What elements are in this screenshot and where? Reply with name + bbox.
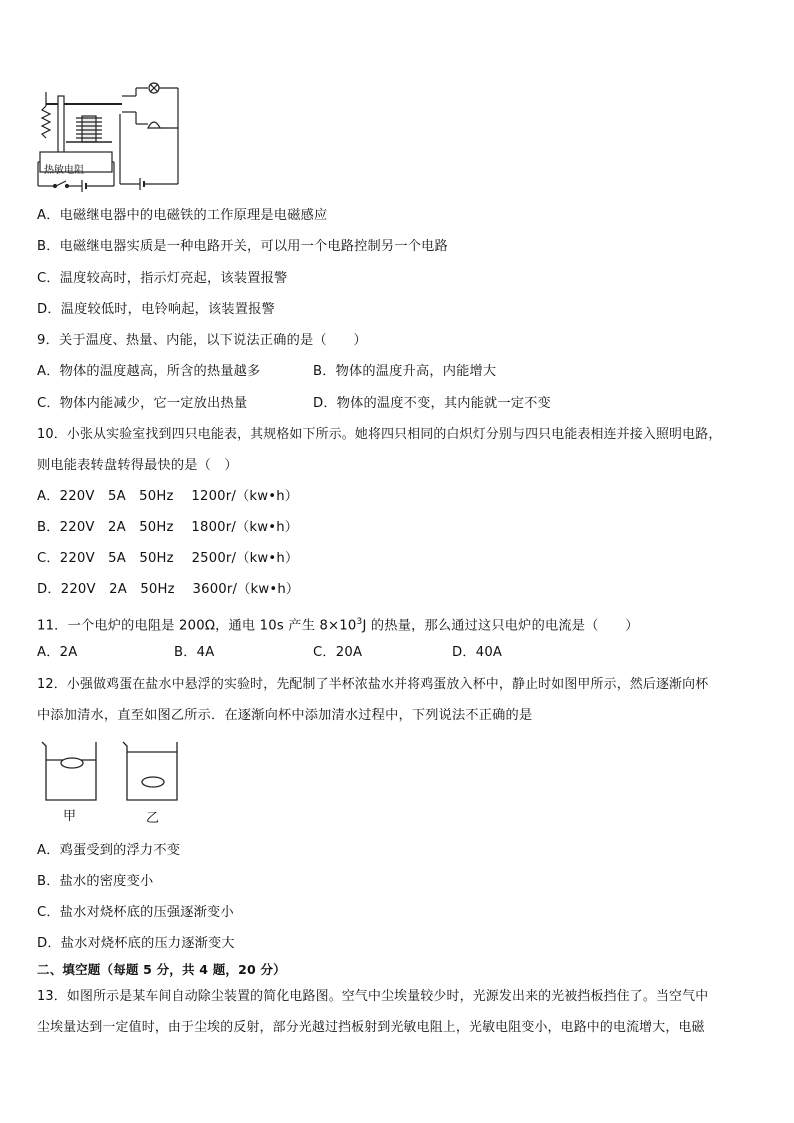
- q11-option-b: B．4A: [174, 645, 215, 660]
- q12-option-c: C．盐水对烧杯底的压强逐渐变小: [37, 905, 234, 920]
- q10-option-b: B．220V 2A 50Hz 1800r/（kw•h）: [37, 520, 299, 535]
- q9-option-c: C．物体内能减少，它一定放出热量: [37, 396, 248, 411]
- q11-stem: [37, 613, 639, 635]
- q10-stem-line2: 则电能表转盘转得最快的是（ ）: [37, 458, 238, 473]
- q10-option-a: A．220V 5A 50Hz 1200r/（kw•h）: [37, 489, 299, 504]
- figure-label-jia: 甲: [63, 809, 77, 824]
- q11-option-a: A．2A: [37, 645, 78, 660]
- q10-stem-line1: 10．小张从实验室找到四只电能表，其规格如下所示。她将四只相同的白炽灯分别与四只电能表相连并接入照明电路，: [37, 427, 722, 442]
- q9-stem: 9．关于温度、热量、内能，以下说法正确的是（ ）: [37, 333, 367, 348]
- q13-line2: 尘埃量达到一定值时，由于尘埃的反射，部分光越过挡板射到光敏电阻上，光敏电阻变小，电路中的电流增大，电磁: [37, 1020, 705, 1035]
- beaker-yi-figure: [121, 740, 181, 804]
- figure-label-yi: 乙: [146, 811, 160, 826]
- q12-stem-line2: 中添加清水，直至如图乙所示．在逐渐向杯中添加清水过程中，下列说法不正确的是: [37, 708, 533, 723]
- q12-stem-line1: 12．小强做鸡蛋在盐水中悬浮的实验时，先配制了半杯浓盐水并将鸡蛋放入杯中，静止时如图甲所示，然后逐渐向杯: [37, 677, 709, 692]
- q11-option-d: D．40A: [452, 645, 503, 660]
- q9-option-a: A．物体的温度越高，所含的热量越多: [37, 364, 261, 379]
- q11-stem-a: 11．一个电炉的电阻是 200Ω，通电 10s 产生 8×10: [37, 618, 357, 634]
- section-heading: 二、填空题（每题 5 分，共 4 题，20 分）: [37, 962, 286, 977]
- q8-option-c: C．温度较高时，指示灯亮起，该装置报警: [37, 271, 288, 286]
- q10-option-d: D．220V 2A 50Hz 3600r/（kw•h）: [37, 582, 300, 597]
- q10-option-c: C．220V 5A 50Hz 2500r/（kw•h）: [37, 551, 299, 566]
- q9-option-b: B．物体的温度升高，内能增大: [313, 364, 497, 379]
- q12-option-b: B．盐水的密度变小: [37, 874, 154, 889]
- q13-line1: 13．如图所示是某车间自动除尘装置的简化电路图。空气中尘埃量较少时，光源发出来的光被挡板挡住了。当空气中: [37, 989, 709, 1004]
- q12-option-d: D．盐水对烧杯底的压力逐渐变大: [37, 936, 235, 951]
- q8-option-b: B．电磁继电器实质是一种电路开关，可以用一个电路控制另一个电路: [37, 239, 448, 254]
- q12-option-a: A．鸡蛋受到的浮力不变: [37, 843, 181, 858]
- q11-options-row: [37, 644, 503, 662]
- q9-option-d: D．物体的温度不变，其内能就一定不变: [313, 396, 551, 411]
- thermistor-label: 热敏电阻: [44, 165, 84, 176]
- q11-stem-b: J 的热量，那么通过这只电炉的电流是（ ）: [362, 618, 639, 634]
- q9-row2: [37, 395, 551, 413]
- q8-option-a: A．电磁继电器中的电磁铁的工作原理是电磁感应: [37, 208, 328, 223]
- q8-option-d: D．温度较低时，电铃响起，该装置报警: [37, 302, 275, 317]
- q11-stem-exponent: 3: [356, 617, 363, 627]
- beaker-jia-figure: [40, 740, 100, 804]
- relay-circuit-figure: [36, 84, 196, 194]
- q9-row1: [37, 363, 497, 381]
- q11-option-c: C．20A: [313, 645, 363, 660]
